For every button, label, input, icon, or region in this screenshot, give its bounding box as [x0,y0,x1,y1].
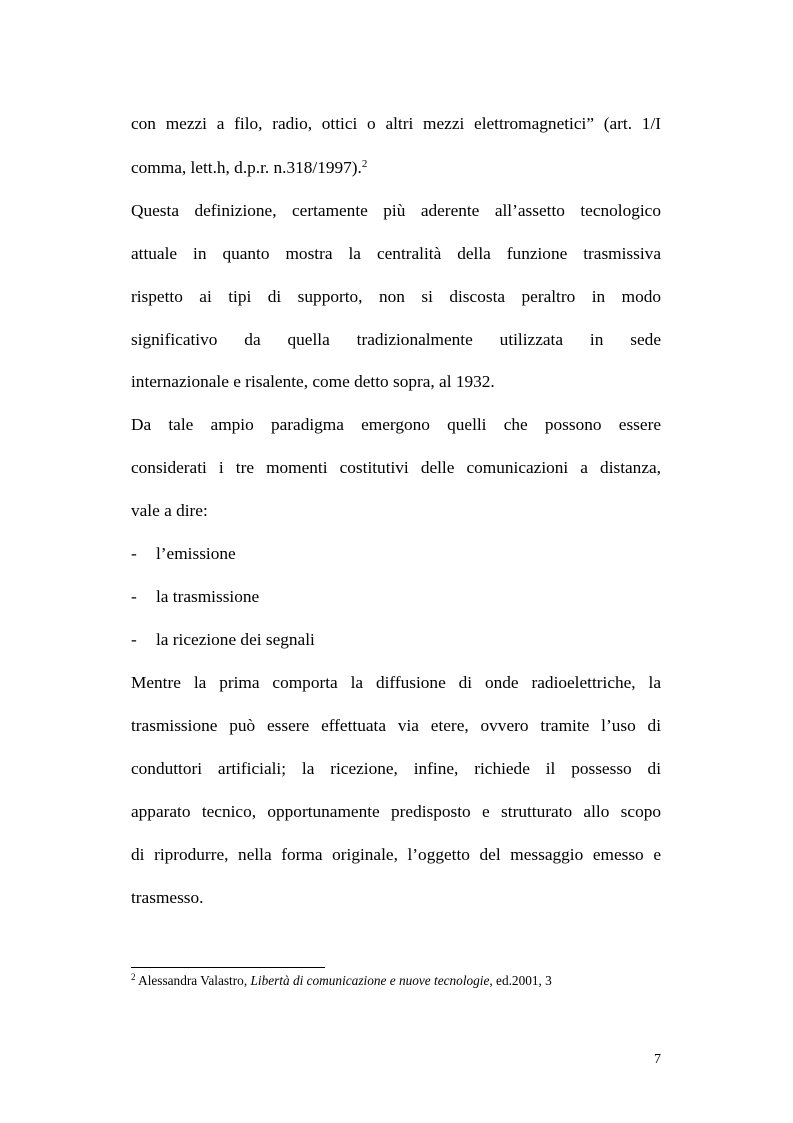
text-line: Mentre la prima comporta la diffusione di onde radioelettriche, la [131,673,661,692]
text-line: significativo da quella tradizionalmente utilizzata in sede [131,330,661,349]
footnote-details: ed.2001, 3 [492,973,552,988]
footnote-author: Alessandra Valastro, [138,973,251,988]
list-bullet: - [131,587,137,606]
page-number: 7 [654,1052,661,1067]
list-item-text: la trasmissione [156,587,260,606]
text-line: rispetto ai tipi di supporto, non si discosta peraltro in modo [131,287,661,306]
list-bullet: - [131,630,137,649]
text-line: trasmesso. [131,888,204,907]
text-line: con mezzi a filo, radio, ottici o altri mezzi elettromagnetici” (art. 1/I [131,114,661,133]
list-item-text: l’emissione [156,544,236,563]
footnote [131,972,552,990]
list-item-text: la ricezione dei segnali [156,630,315,649]
text-line: trasmissione può essere effettuata via etere, ovvero tramite l’uso di [131,716,661,735]
text-line: considerati i tre momenti costitutivi delle comunicazioni a distanza, [131,458,661,477]
footnote-reference: 2 [361,158,368,170]
text-line [131,157,661,179]
list-bullet: - [131,544,137,563]
text-line: apparato tecnico, opportunamente predisposto e strutturato allo scopo [131,802,661,821]
text-line: conduttori artificiali; la ricezione, infine, richiede il possesso di [131,759,661,778]
text-line: vale a dire: [131,501,208,520]
text-line: di riprodurre, nella forma originale, l’oggetto del messaggio emesso e [131,845,661,864]
footnote-title: Libertà di comunicazione e nuove tecnologie, [250,973,493,988]
text-line-content: comma, lett.h, d.p.r. n.318/1997). [131,158,362,177]
text-line: attuale in quanto mostra la centralità della funzione trasmissiva [131,244,661,263]
text-line: Questa definizione, certamente più aderente all’assetto tecnologico [131,201,661,220]
text-line: internazionale e risalente, come detto sopra, al 1932. [131,372,495,391]
text-line: Da tale ampio paradigma emergono quelli che possono essere [131,415,661,434]
footnote-number: 2 [131,972,136,982]
footnote-divider [131,967,325,968]
